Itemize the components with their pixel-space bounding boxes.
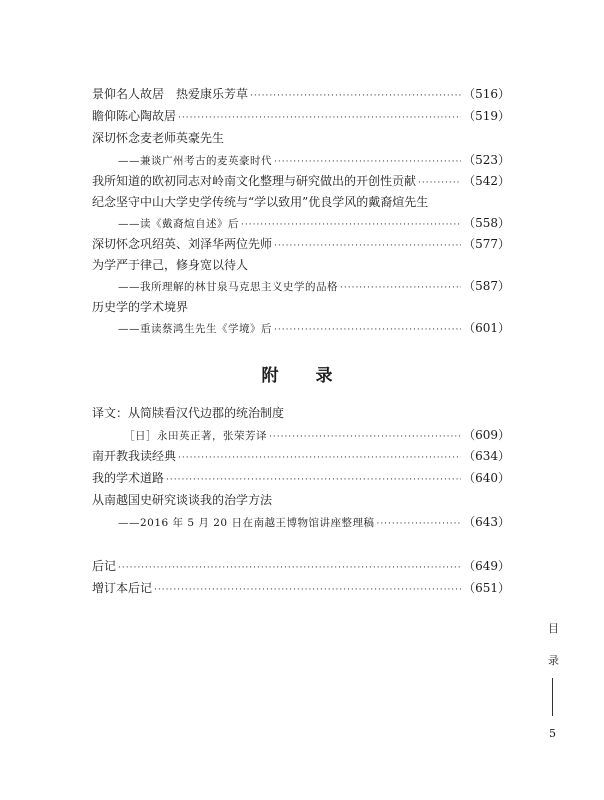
toc-subentry <box>118 320 510 338</box>
toc-entry-title: 译文：从简牍看汉代边郡的统治制度 <box>92 406 285 420</box>
toc-entry-page: （649） <box>463 559 510 573</box>
toc-entry-title: 我所知道的欧初同志对岭南文化整理与研究做出的开创性贡献 <box>92 174 417 188</box>
toc-subentry <box>124 427 510 445</box>
leader-dots <box>154 582 461 598</box>
toc-entry-page: （634） <box>463 449 510 463</box>
toc-entry-title: 纪念坚守中山大学史学传统与“学以致用”优良学风的戴裔煊先生 <box>92 195 429 209</box>
toc-subentry-title: ［日］永田英正著，张荣芳译 <box>124 430 267 442</box>
leader-dots <box>178 450 461 466</box>
leader-dots <box>250 88 461 104</box>
running-head-rule <box>552 678 553 716</box>
toc-entry <box>92 580 510 598</box>
appendix-heading: 附 录 <box>261 366 343 386</box>
leader-dots <box>241 217 461 233</box>
toc-entry-page: （516） <box>463 87 510 101</box>
toc-entry-page: （577） <box>463 237 510 251</box>
toc-subentry-title: ——我所理解的林甘泉马克思主义史学的品格 <box>118 281 338 293</box>
toc-entry-title: 增订本后记 <box>92 581 153 595</box>
running-head-char: 目 <box>548 622 559 635</box>
toc-entry-page: （542） <box>463 174 510 188</box>
leader-dots <box>178 110 461 126</box>
toc-entry-title: 瞻仰陈心陶故居 <box>92 109 177 123</box>
toc-entry-page: （558） <box>463 216 510 230</box>
leader-dots <box>274 322 461 338</box>
toc-entry-page: （587） <box>463 279 510 293</box>
toc-entry-page: （651） <box>463 581 510 595</box>
toc-subentry <box>118 152 510 170</box>
page-number: 5 <box>549 727 556 740</box>
leader-dots <box>269 429 461 445</box>
toc-entry-page: （609） <box>463 428 510 442</box>
toc-entry-title: 为学严于律己，修身宽以待人 <box>92 258 249 272</box>
toc-entry <box>92 470 510 488</box>
toc-subentry <box>118 215 510 233</box>
toc-subentry-title: ——读《戴裔煊自述》后 <box>118 218 239 230</box>
toc-subentry-title: ——2016 年 5 月 20 日在南越王博物馆讲座整理稿 <box>118 517 375 529</box>
toc-subentry <box>118 514 510 532</box>
toc-entry-page: （643） <box>463 515 510 529</box>
leader-dots <box>118 560 461 576</box>
leader-dots <box>166 472 461 488</box>
toc-entry <box>92 558 510 576</box>
toc-entry-title: 南开教我读经典 <box>92 449 177 463</box>
leader-dots <box>418 175 461 191</box>
toc-entry-title: 深切怀念麦老师英豪先生 <box>92 131 225 145</box>
toc-entry <box>92 173 510 191</box>
leader-dots <box>274 154 461 170</box>
leader-dots <box>340 280 461 296</box>
toc-subentry-title: ——兼谈广州考古的麦英豪时代 <box>118 155 272 167</box>
toc-entry <box>92 86 510 104</box>
toc-subentry <box>118 278 510 296</box>
leader-dots <box>274 238 461 254</box>
toc-entry <box>92 448 510 466</box>
toc-subentry-title: ——重读蔡鸿生先生《学境》后 <box>118 323 272 335</box>
toc-entry-page: （519） <box>463 109 510 123</box>
toc-entry-title: 我的学术道路 <box>92 471 165 485</box>
toc-entry-title: 从南越国史研究谈谈我的治学方法 <box>92 493 273 507</box>
running-head-char: 录 <box>548 654 559 667</box>
toc-entry <box>92 236 510 254</box>
toc-entry-page: （523） <box>463 153 510 167</box>
toc-entry-page: （640） <box>463 471 510 485</box>
toc-entry-title: 历史学的学术境界 <box>92 300 189 314</box>
toc-entry-page: （601） <box>463 321 510 335</box>
toc-entry <box>92 108 510 126</box>
leader-dots <box>376 516 461 532</box>
toc-entry-title: 深切怀念巩绍英、刘泽华两位先师 <box>92 237 273 251</box>
toc-entry-title: 景仰名人故居 热爱康乐芳草 <box>92 87 249 101</box>
toc-entry-title: 后记 <box>92 559 117 573</box>
